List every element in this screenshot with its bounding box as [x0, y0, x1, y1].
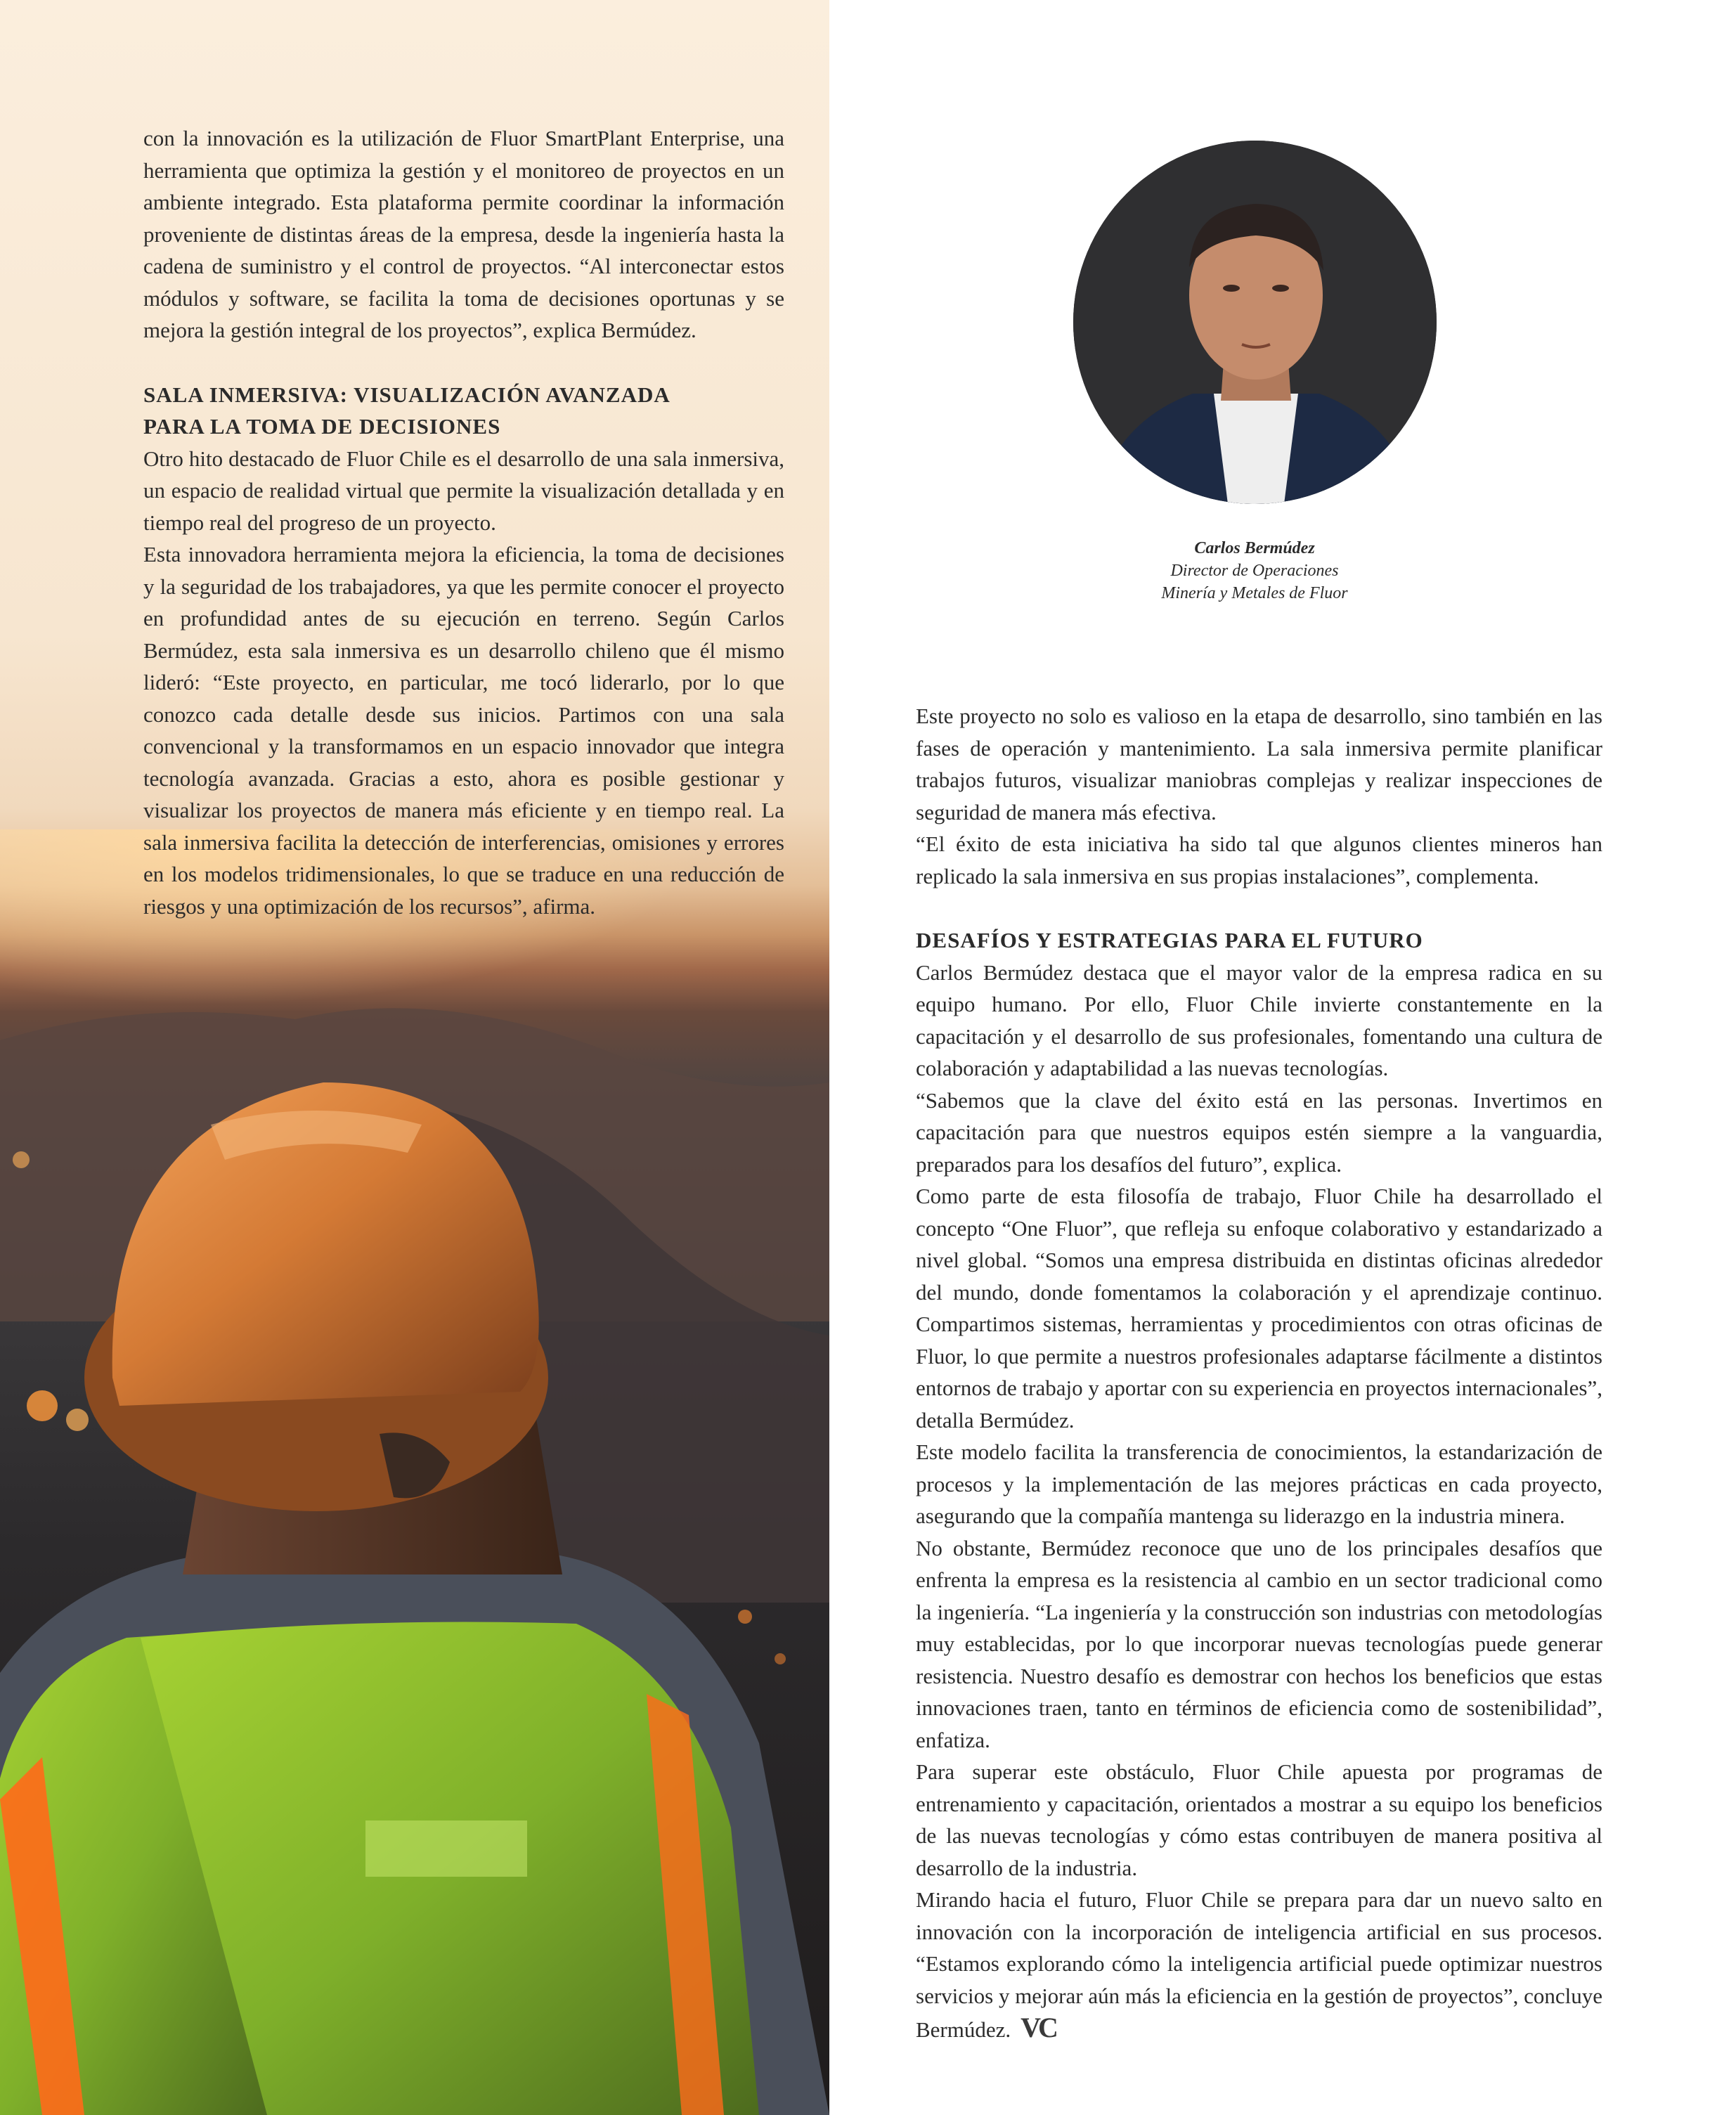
right-paragraph-9: [916, 1884, 1602, 2046]
left-article-text: [143, 122, 784, 922]
worker-mining-photo: [0, 829, 829, 2115]
left-column: [0, 0, 829, 2115]
left-paragraph-3: Esta innovadora herramienta mejora la eficiencia, la toma de decisiones y la seguridad de los trabajadores, ya que les permite conocer el proyecto en profundidad antes de su ejecución en terreno. Según Carlos Bermúdez, esta sala inmersiva es un desarrollo chileno que él mismo lideró: “Este proyecto, en particular, me tocó liderarlo, por lo que conozco cada detalle desde sus inicios. Partimos con una sala convencional y la transformamos en un espacio innovador que integra tecnología avanzada. Gracias a esto, ahora es posible gestionar y visualizar los proyectos de manera más eficiente y en tiempo real. La sala inmersiva facilita la detección de interferencias, omisiones y errores en los modelos tridimensionales, lo que se traduce en una reducción de riesgos y una optimización de los recursos”, afirma.: [143, 542, 784, 919]
closing-text: Mirando hacia el futuro, Fluor Chile se prepara para dar un nuevo salto en innovación con la incorporación de inteligencia artificial en sus procesos. “Estamos explorando cómo la inteligencia artificial puede optimizar nuestros servicios y mejorar aún más la eficiencia en la gestión de proyectos”, concluye Bermúdez.: [916, 1887, 1602, 2042]
right-paragraph-6: Este modelo facilita la transferencia de conocimientos, la estandarización de procesos y la implementación de las mejores prácticas en cada proyecto, asegurando que la compañía mantenga su liderazgo en la industria minera.: [916, 1440, 1602, 1528]
left-paragraph-1: con la innovación es la utilización de Fluor SmartPlant Enterprise, una herramienta que optimiza la gestión y el monitoreo de proyectos en un ambiente integrado. Esta plataforma permite coordinar la información proveniente de distintas áreas de la empresa, desde la ingeniería hasta la cadena de suministro y el control de proyectos. “Al interconectar estos módulos y software, se facilita la toma de decisiones oportunas y se mejora la gestión integral de los proyectos”, explica Bermúdez.: [143, 126, 784, 342]
portrait-illustration: [1073, 141, 1437, 504]
vc-signature-logo: VC: [1021, 2012, 1056, 2043]
section-heading-sala-inmersiva: [143, 379, 784, 443]
heading-line-1: SALA INMERSIVA: VISUALIZACIÓN AVANZADA: [143, 382, 671, 407]
carlos-bermudez-portrait: [1073, 141, 1437, 504]
right-paragraph-3: Carlos Bermúdez destaca que el mayor valor de la empresa radica en su equipo humano. Por ello, Fluor Chile invierte constantemente en la capacitación y el desarrollo de sus profesionales, fomentando una cultura de colaboración y adaptabilidad a las nuevas tecnologías.: [916, 959, 1602, 1080]
right-paragraph-5: Como parte de esta filosofía de trabajo, Fluor Chile ha desarrollado el concepto “One Fluor”, que refleja su enfoque colaborativo y estandarizado a nivel global. “Somos una empresa distribuida en distintas oficinas alrededor del mundo, donde fomentamos la colaboración y el aprendizaje continuo. Compartimos sistemas, herramientas y procedimientos con otras oficinas de Fluor, lo que permite a nuestros profesionales adaptarse fácilmente a distintos entornos de trabajo y aportar con su experiencia en proyectos internacionales”, detalla Bermúdez.: [916, 1184, 1602, 1432]
left-paragraph-2: Otro hito destacado de Fluor Chile es el desarrollo de una sala inmersiva, un espacio de realidad virtual que permite la visualización detallada y en tiempo real del progreso de un proyecto.: [143, 446, 784, 535]
caption-role-line-2: Minería y Metales de Fluor: [1161, 584, 1348, 602]
heading-line-2: PARA LA TOMA DE DECISIONES: [143, 414, 501, 439]
right-paragraph-2: “El éxito de esta iniciativa ha sido tal que algunos clientes mineros han replicado la sala inmersiva en sus propias instalaciones”, complementa.: [916, 832, 1602, 888]
right-paragraph-8: Para superar este obstáculo, Fluor Chile apuesta por programas de entrenamiento y capacitación, orientados a mostrar a su equipo los beneficios de las nuevas tecnologías y cómo estas contribuyen de manera positiva al desarrollo de la industria.: [916, 1759, 1602, 1880]
caption-name: Carlos Bermúdez: [1194, 539, 1315, 557]
photo-caption: [1075, 537, 1434, 604]
caption-role-line-1: Director de Operaciones: [1170, 562, 1339, 580]
section-heading-desafios: DESAFÍOS Y ESTRATEGIAS PARA EL FUTURO: [916, 928, 1423, 952]
right-paragraph-7: No obstante, Bermúdez reconoce que uno de los principales desafíos que enfrenta la empresa es la resistencia al cambio en un sector tradicional como la ingeniería. “La ingeniería y la construcción son industrias con metodologías muy establecidas, por lo que incorporar nuevas tecnologías puede generar resistencia. Nuestro desafío es demostrar con hechos los beneficios que estas innovaciones traen, tanto en términos de eficiencia como de sostenibilidad”, enfatiza.: [916, 1535, 1602, 1752]
right-paragraph-4: “Sabemos que la clave del éxito está en las personas. Invertimos en capacitación para que nuestros equipos estén siempre a la vanguardia, preparados para los desafíos del futuro”, explica.: [916, 1087, 1602, 1177]
right-paragraph-1: Este proyecto no solo es valioso en la etapa de desarrollo, sino también en las fases de operación y mantenimiento. La sala inmersiva permite planificar trabajos futuros, visualizar maniobras complejas y realizar inspecciones de seguridad de manera más efectiva.: [916, 704, 1602, 824]
right-article-text: [916, 700, 1602, 2046]
